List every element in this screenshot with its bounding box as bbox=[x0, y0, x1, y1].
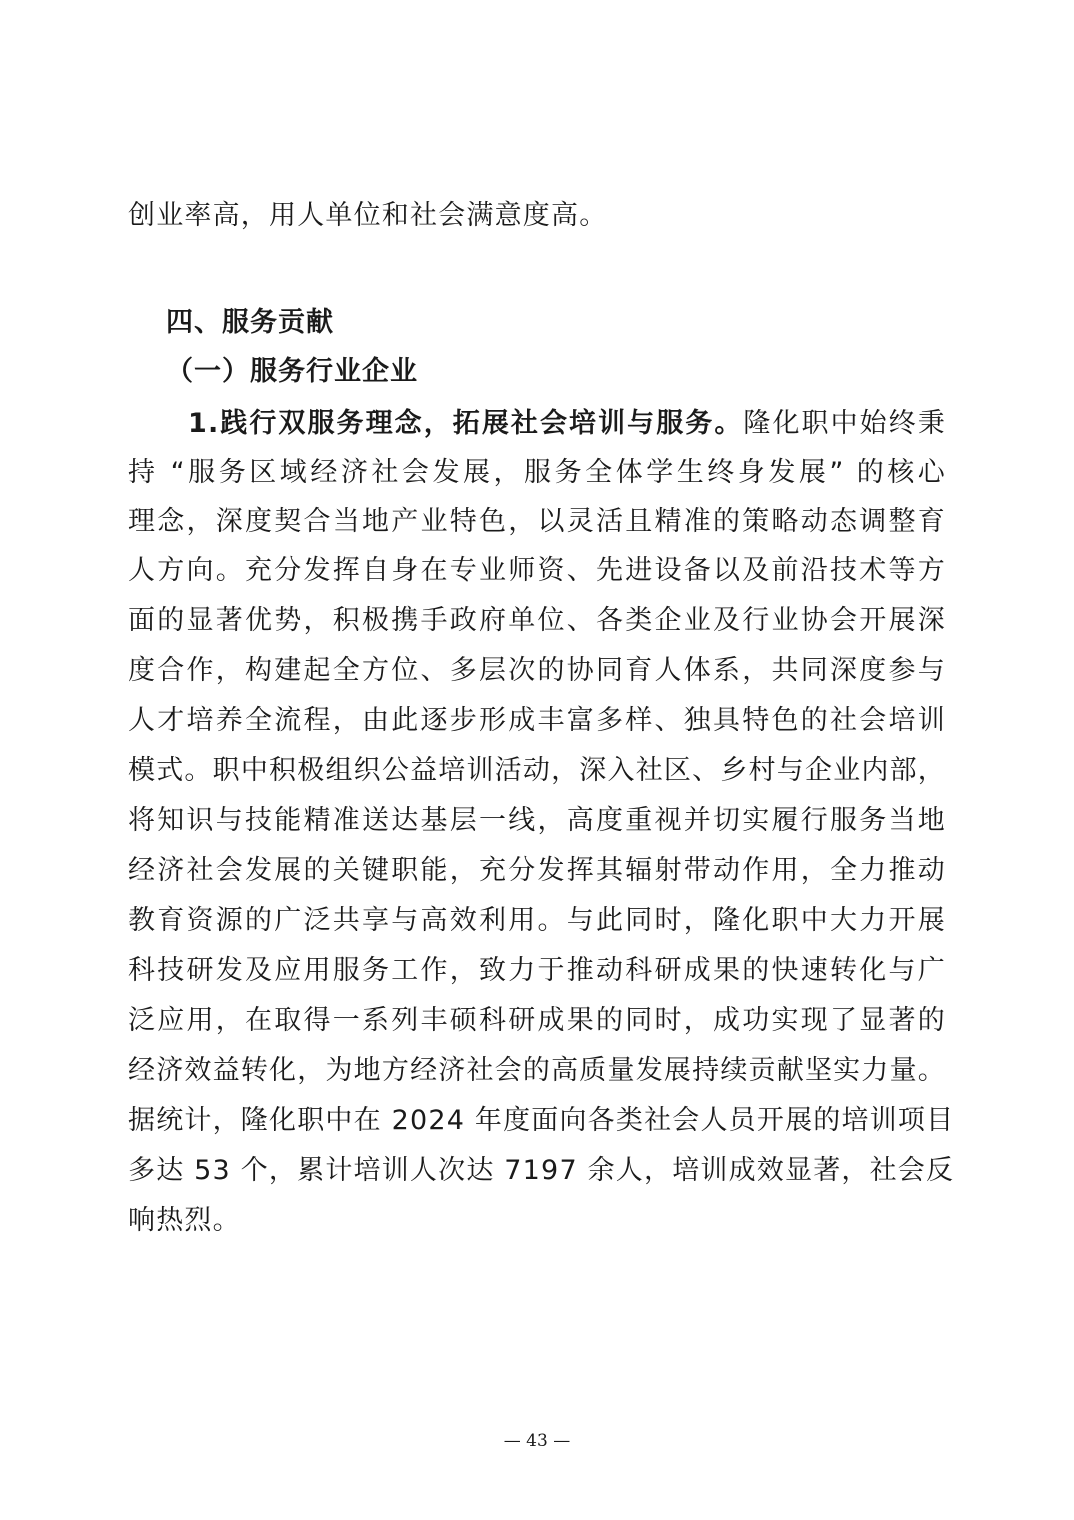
paragraph-line: 将知识与技能精准送达基层一线，高度重视并切实履行服务当地 bbox=[128, 805, 946, 836]
paragraph-line: 理念，深度契合当地产业特色，以灵活且精准的策略动态调整育 bbox=[128, 506, 946, 537]
paragraph-line: 隆化职中始终秉 bbox=[743, 408, 946, 439]
paragraph-line: 人方向。充分发挥自身在专业师资、先进设备以及前沿技术等方 bbox=[128, 555, 946, 586]
section-heading: 四、服务贡献 bbox=[166, 307, 334, 338]
paragraph-line: 经济效益转化，为地方经济社会的高质量发展持续贡献坚实力量。 bbox=[128, 1055, 946, 1086]
paragraph-line: 经济社会发展的关键职能，充分发挥其辐射带动作用，全力推动 bbox=[128, 855, 946, 886]
paragraph-line: 响热烈。 bbox=[128, 1205, 241, 1236]
paragraph-line: 多达 53 个，累计培训人次达 7197 余人，培训成效显著，社会反 bbox=[128, 1155, 955, 1186]
paragraph-line: 科技研发及应用服务工作，致力于推动科研成果的快速转化与广 bbox=[128, 955, 946, 986]
paragraph-line: 度合作，构建起全方位、多层次的协同育人体系，共同深度参与 bbox=[128, 655, 946, 686]
paragraph-line: 持 “服务区域经济社会发展，服务全体学生终身发展” 的核心 bbox=[128, 457, 946, 488]
paragraph-line: 人才培养全流程，由此逐步形成丰富多样、独具特色的社会培训 bbox=[128, 705, 946, 736]
paragraph-line: 模式。职中积极组织公益培训活动，深入社区、乡村与企业内部， bbox=[128, 755, 946, 786]
subsection-heading: （一）服务行业企业 bbox=[166, 356, 418, 387]
paragraph-line: 教育资源的广泛共享与高效利用。与此同时，隆化职中大力开展 bbox=[128, 905, 946, 936]
paragraph-first-line bbox=[188, 406, 946, 442]
previous-paragraph-tail: 创业率高，用人单位和社会满意度高。 bbox=[128, 200, 608, 231]
paragraph-line: 据统计，隆化职中在 2024 年度面向各类社会人员开展的培训项目 bbox=[128, 1105, 955, 1136]
paragraph-line: 泛应用，在取得一系列丰硕科研成果的同时，成功实现了显著的 bbox=[128, 1005, 946, 1036]
paragraph-lead-bold: 1.践行双服务理念，拓展社会培训与服务。 bbox=[188, 408, 744, 439]
paragraph-line: 面的显著优势，积极携手政府单位、各类企业及行业协会开展深 bbox=[128, 605, 946, 636]
page-number: — 43 — bbox=[503, 1431, 571, 1451]
